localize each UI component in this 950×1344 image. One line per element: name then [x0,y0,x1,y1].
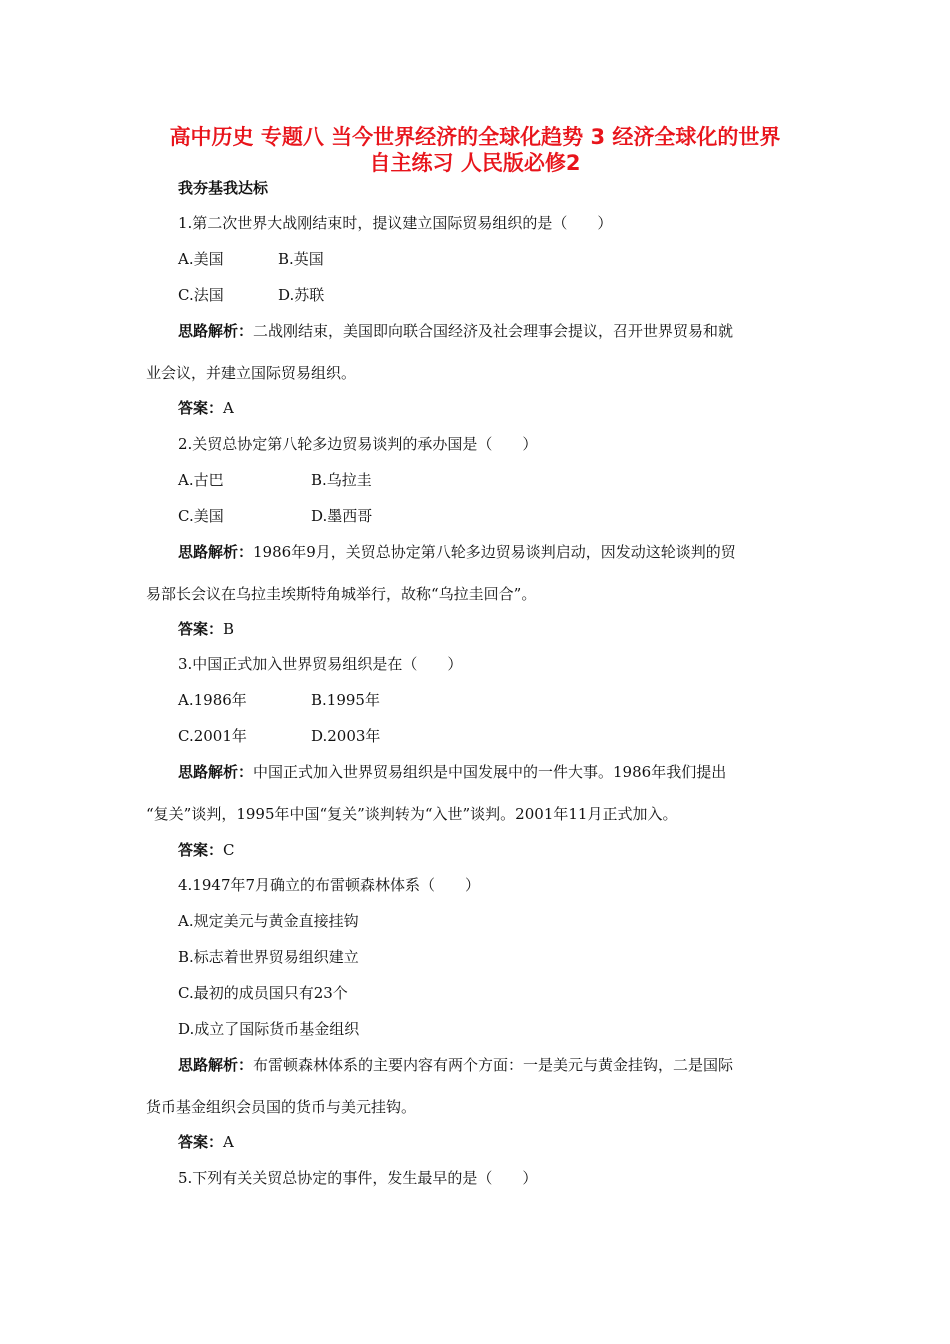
question-1-option-a: A.美国 [178,250,224,268]
answer-label: 答案： [178,1133,224,1151]
analysis-label: 思路解析： [178,543,254,561]
question-2-stem: 2.关贸总协定第八轮多边贸易谈判的承办国是（ ） [178,435,538,453]
question-2-analysis-text-2: 易部长会议在乌拉圭埃斯特角城举行，故称“乌拉圭回合”。 [146,585,537,603]
question-3-options-row-1 [178,690,380,710]
question-1-option-b: B.英国 [278,250,324,268]
question-4-analysis-text-2: 货币基金组织会员国的货币与美元挂钩。 [146,1098,417,1116]
question-2-answer [178,619,234,639]
question-1-analysis [178,321,733,341]
question-3-stem: 3.中国正式加入世界贸易组织是在（ ） [178,655,463,673]
question-2-analysis-text-1: 1986年9月，关贸总协定第八轮多边贸易谈判启动，因发动这轮谈判的贸 [253,543,736,561]
question-2-options-row-1 [178,470,372,490]
question-4-stem: 4.1947年7月确立的布雷顿森林体系（ ） [178,876,481,894]
question-4-answer-value: A [223,1133,234,1151]
question-4-option-b: B.标志着世界贸易组织建立 [178,948,359,966]
question-1-stem: 1.第二次世界大战刚结束时，提议建立国际贸易组织的是（ ） [178,214,613,232]
question-3-analysis-text-1: 中国正式加入世界贸易组织是中国发展中的一件大事。1986年我们提出 [253,763,727,781]
question-2-answer-value: B [223,620,235,638]
question-1-option-d: D.苏联 [278,286,325,304]
question-2-options-row-2 [178,506,372,526]
question-4-option-d: D.成立了国际货币基金组织 [178,1020,360,1038]
question-4-option-c: C.最初的成员国只有23个 [178,984,348,1002]
question-3-options-row-2 [178,726,380,746]
document-title-line-1: 高中历史 专题八 当今世界经济的全球化趋势 3 经济全球化的世界 [169,125,781,149]
question-3-analysis-text-2: “复关”谈判，1995年中国“复关”谈判转为“入世”谈判。2001年11月正式加入。 [146,805,678,823]
question-4-option-a: A.规定美元与黄金直接挂钩 [178,912,359,930]
answer-label: 答案： [178,841,224,859]
analysis-label: 思路解析： [178,1056,254,1074]
document-title-line-2: 自主练习 人民版必修2 [369,151,581,175]
question-2-option-d: D.墨西哥 [311,507,373,525]
question-1-option-c: C.法国 [178,286,224,304]
question-3-option-b: B.1995年 [311,691,380,709]
question-1-answer [178,398,234,418]
question-2-option-b: B.乌拉圭 [311,471,372,489]
question-3-answer-value: C [223,841,235,859]
answer-label: 答案： [178,399,224,417]
analysis-label: 思路解析： [178,763,254,781]
question-3-option-d: D.2003年 [311,727,381,745]
question-3-analysis [178,762,726,782]
analysis-label: 思路解析： [178,322,254,340]
question-2-analysis [178,542,736,562]
section-heading: 我夯基我达标 [178,179,269,197]
question-1-analysis-text-2: 业会议，并建立国际贸易组织。 [146,364,357,382]
question-4-answer [178,1132,234,1152]
question-3-answer [178,840,235,860]
question-1-answer-value: A [223,399,234,417]
question-1-options-row-1 [178,249,324,269]
question-4-analysis-text-1: 布雷顿森林体系的主要内容有两个方面：一是美元与黄金挂钩，二是国际 [253,1056,734,1074]
question-2-option-a: A.古巴 [178,471,224,489]
question-2-option-c: C.美国 [178,507,224,525]
question-1-options-row-2 [178,285,324,305]
question-3-option-c: C.2001年 [178,727,247,745]
question-3-option-a: A.1986年 [178,691,247,709]
answer-label: 答案： [178,620,224,638]
question-1-analysis-text-1: 二战刚结束，美国即向联合国经济及社会理事会提议，召开世界贸易和就 [253,322,734,340]
question-4-analysis [178,1055,733,1075]
question-5-stem: 5.下列有关关贸总协定的事件，发生最早的是（ ） [178,1169,538,1187]
